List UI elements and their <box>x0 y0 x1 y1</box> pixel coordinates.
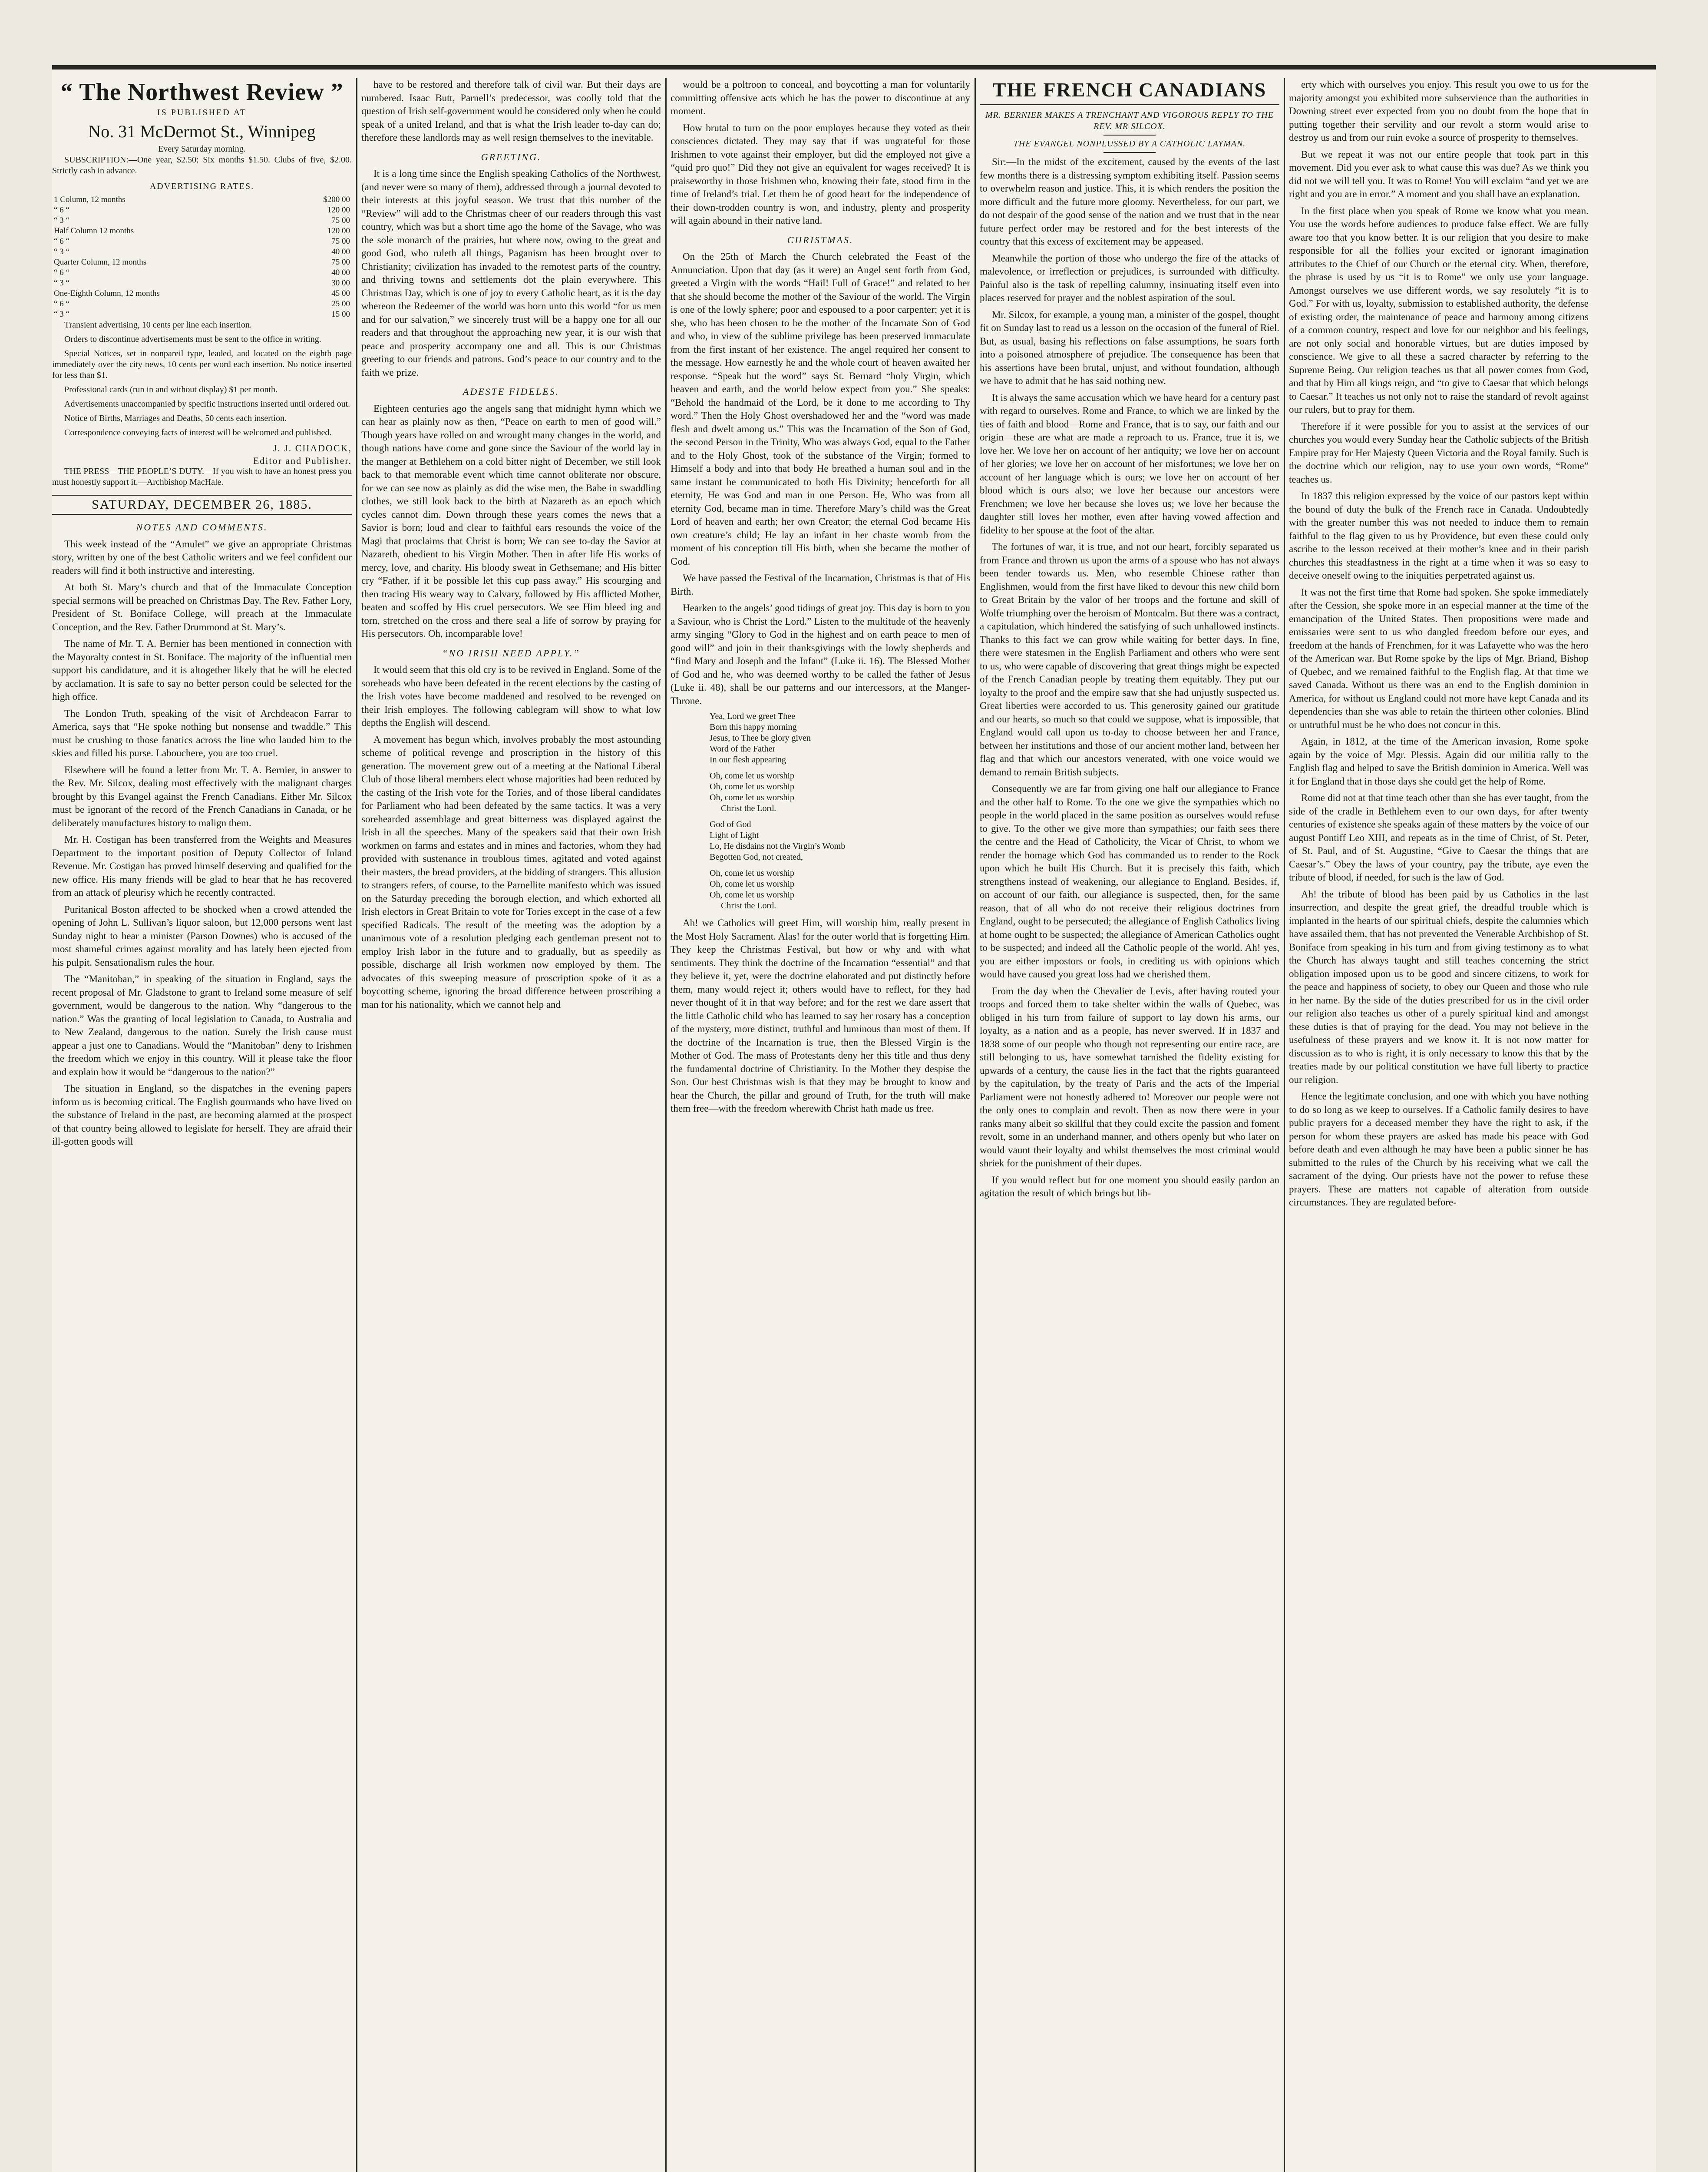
rate-label: “ 6 “ <box>54 237 69 246</box>
rates-note: Transient advertising, 10 cents per line each insertion. <box>64 320 252 330</box>
hymn-line: Word of the Father <box>710 744 776 754</box>
rate-label: One-Eighth Column, 12 months <box>54 289 160 298</box>
column-rule <box>356 78 357 2172</box>
letter-paragraph: In the first place when you speak of Rome we know what you mean. You use the words before audiences to produce false effect. We are fully aware too that you know better. It is our religion that you desire to make responsible for all the follies your excited or ignorant imagination attributes to the Chief of our Church or the eternal city. When, therefore, the phrase is used by us “it is to Rome” we only use your language. Amongst ourselves we use different words, we say resolutely “it is to God.” For with us, loyalty, submission to established authority, the defense of existing order, the maintenance of peace and harmony among citizens of a common country, respect and love for our neighbor and his feelings, are not only social and honorable virtues, but are duties imposed by conscience. We give to all these a sacred character by referring to the Supreme Being. Our religion teaches us that all power comes from God, and that by Him all kings reign, and “to give to Caesar that which belongs to Caesar.” It teaches us not only not to raise the standard of revolt against our rulers, but to pray for them. <box>1289 205 1589 415</box>
rate-price: 45 00 <box>331 289 350 298</box>
letter-paragraph: Consequently we are far from giving one half our allegiance to France and the other half to Rome. To the one we give the sympathies which no people in the world placed in the same position as ourselves would refuse to give. To the other we give more than sympathies; our faith sees there the centre and the Head of Catholicity, the Vicar of Christ, to whom we render the homage which God has commanded us to render to the Rock upon which he built His Church. But it is precisely this faith, which strengthens instead of weakening, our allegiance to England. Besides, if, on account of our faith, our allegiance is suspected, then, for the same reason, that of all who do not receive their religious doctrines from England, ought to be persecuted; the allegiance of English Catholics living at home ought to be suspected; the allegiance of American Catholics ought to be suspected; and indeed all the Catholic people of the world. Ah! yes, you are either impostors or fools, in crediting us with opinions which would have caused you great loss had we cherished them. <box>980 783 1279 980</box>
noirish-paragraph: A movement has begun which, involves probably the most astounding scheme of political revenge and proscription in the history of this generation. The movement grew out of a meeting at the National Liberal Club of those liberal members elect whose majorities had been reduced by the casting of the Irish vote for the Tories, and of those liberal candidates for Parliament who had been defeated by the same tactics. It was a very sorehearded assemblage and great bitterness was displayed against the Irish in all the speeches. Many of the speakers said that their own Irish workmen on farms and estates and in mines and factories, whom they had provided with sustenance in troublous times, agitated and voted against their masters, the bread providers, at the bidding of strangers. This allusion to strangers refers, of course, to the Parnellite manifesto which was issued on the Saturday preceding the borough election, and which exhorted all Irish electors in Great Britain to vote for Tories except in the case of a few specified Radicals. The result of the meeting was the adoption by a unanimous vote of a resolution pledging each gentleman present not to employ Irish labor in the future and to gradually, but as speedily as possible, discharge all Irish workmen now employed by them. The advocates of this sweeping measure of proscription spoke of it as a boycotting scheme, ignoring the broad difference between proscribing a man for his nationality, which we cannot help and <box>361 734 661 1010</box>
hymn-line: Oh, come let us worship <box>710 793 794 802</box>
letter-paragraph: Hence the legitimate conclusion, and one with which you have nothing to do so long as we keep to ourselves. If a Catholic family desires to have public prayers for a deceased member they have the right to ask, if the person for whom these prayers are asked has made his peace with God before death and even although he may have been a public sinner he has submitted to the rules of the Church by his receiving what we call the sacrament of the dying. Our priests have not the power to refuse these prayers. These are matters not capable of alteration from outside circumstances. They are regulated before- <box>1289 1091 1589 1208</box>
rates-note: Notice of Births, Marriages and Deaths, 50 cents each insertion. <box>64 414 287 423</box>
hymn-line: Christ the Lord. <box>721 804 776 813</box>
christmas-body <box>671 250 970 708</box>
hymn-line: Oh, come let us worship <box>710 890 794 900</box>
rate-row <box>52 247 352 257</box>
french-body <box>980 156 1279 1200</box>
hymn-line: In our flesh appearing <box>710 755 786 765</box>
french-subhead-2: THE EVANGEL NONPLUSSED BY A CATHOLIC LAYMAN. <box>1013 139 1246 149</box>
rate-label: “ 3 “ <box>54 216 69 225</box>
noirish-heading: “NO IRISH NEED APPLY.” <box>442 647 580 659</box>
greeting-heading: GREETING. <box>481 151 542 162</box>
col5-body <box>1289 78 1589 1209</box>
rates-notes <box>52 320 352 438</box>
rate-label: “ 3 “ <box>54 247 69 256</box>
hymn-verse <box>710 711 970 911</box>
rate-price: 75 00 <box>331 237 350 246</box>
hymn-stanza <box>710 711 970 765</box>
christmas-paragraph: On the 25th of March the Church celebrated the Feast of the Annunciation. Upon that day (as it were) an Angel sent forth from God, greeted a Virgin with the words “Hail! Full of Grace!” and related to her that she should become the mother of the Saviour of the world. The Virgin is one of the lowly sphere; poor and espoused to a poor carpenter; yet it is she, who has been chosen to be the mother of the Incarnate Son of God and who, in view of the sublime privilege has been preserved immaculate from the first instant of her existence. The angel required her consent to the message. How earnestly he and the whole court of heaven awaited her response. “Speak but the word” says St. Bernard “holy Virgin, which heaven and earth, and the world below expect from you.” She speaks: “Behold the handmaid of the Lord, be it done to me according to Thy word.” Then the Holy Ghost overshadowed her and the “word was made flesh and dwelt among us.” This was the Incarnation of the Son of God, the second Person in the Trinity, Who was always God, equal to the Father and to the Holy Ghost, took of the substance of the Virgin; formed to Himself a body and into that body He breathed a human soul and in the same instant he communicated to both His Divinity; henceforth for all eternity, He was God and man in one Person. He, Who was from all eternity God, became man in time. Therefore Mary’s child was the Great Lord of heaven and earth; her own Creator; the eternal God became His own creature’s child; He lay an infant in her chaste womb from the moment of his conception till His birth, when she became the mother of God. <box>671 251 970 567</box>
hymn-line: Oh, come let us worship <box>710 879 794 889</box>
rate-label: Quarter Column, 12 months <box>54 258 147 267</box>
rate-price: 30 00 <box>331 278 350 288</box>
letter-paragraph: Meanwhile the portion of those who undergo the fire of the attacks of malevolence, or irreflection or prejudices, is surrounded with difficulty. Painful also is the task of repelling calumny, insinuating itself even into places reserved for prayer and the noblest aspiration of the soul. <box>980 252 1279 303</box>
rate-price: 40 00 <box>331 247 350 256</box>
newspaper-page <box>52 65 1656 2172</box>
rate-row <box>52 288 352 299</box>
rate-label: Half Column 12 months <box>54 226 134 235</box>
letter-paragraph: Ah! the tribute of blood has been paid by us Catholics in the last insurrection, and despite the great grief, the dreadful trouble which is implanted in the hearts of our spiritual chiefs, despite the calumnies which have assailed them, that has not prevented the Venerable Archbishop of St. Boniface from speaking in his turn and from giving testimony as to what the Church has always taught and still teaches concerning the strict obligation imposed upon us to be good and sincere citizens, to work for the peace and happiness of society, to obey our Queen and those who rule in her name. By the side of the duties prescribed for us in the civil order our religion also teaches us other of a purely spiritual kind and amongst these duties is that of praying for the dead. You may not believe in the usefulness of these prayers and we know it. It is not now matter for discussion as to who is right, it is only necessary to know this that by the treaties made by our political constitution we have full liberty to practice our religion. <box>1289 888 1589 1085</box>
col3-closing <box>671 917 970 1116</box>
hymn-line: Born this happy morning <box>710 722 797 732</box>
editor-title: Editor and Publisher. <box>253 455 352 466</box>
christmas-paragraph: Hearken to the angels’ good tidings of great joy. This day is born to you a Saviour, who is Christ the Lord.” Listen to the multitude of the heavenly army singing “Glory to God in the highest and on earth peace to men of good will” and join in their thanksgivings with the lowly shepherds and “find Mary and Joseph and the Infant” (Luke ii. 16). The Blessed Mother of God and he, who was deemed worthy to be called the father of Jesus (Luke ii. 48), shall be our patterns and our intercessors, at the Manger-Throne. <box>671 603 970 706</box>
hymn-stanza <box>710 819 970 863</box>
rate-label: “ 3 “ <box>54 278 69 288</box>
columns-container <box>52 78 1656 2172</box>
subscription-terms: SUBSCRIPTION:—One year, $2.50; Six months $1.50. Clubs of five, $2.00. Strictly cash in advance. <box>52 155 352 175</box>
editor-name: J. J. CHADOCK, <box>273 443 352 454</box>
letter-paragraph: Sir:—In the midst of the excitement, caused by the events of the last few months there is a distressing symptom exhibiting itself. Passion seems to overwhelm reason and justice. This, it is which renders the position the more difficult and the future more gloomy. Nevertheless, for our part, we do not despair of the good sense of the nation and we trust that in the near future perfect order may be restored and for the best interests of the country that this excess of excitement may be appeased. <box>980 156 1279 247</box>
rate-row <box>52 236 352 247</box>
article-paragraph: have to be restored and therefore talk of civil war. But their days are numbered. Isaac Butt, Parnell’s predecessor, was coolly told that the question of Irish self-government would be considered only when he could speak of a united Ireland, and that is what the Irish leader to-day can do; therefore these landlords may as well resign themselves to the inevitable. <box>361 79 661 143</box>
letter-paragraph: Mr. Silcox, for example, a young man, a minister of the gospel, thought fit on Sunday last to read us a lesson on the occasion of the funeral of Riel. But, as usual, basing his reflections on false assumptions, he soars forth into a poisoned atmosphere of prejudice. The consequence has been that his assertions have been brutal, unjust, and without foundation, although we have to admit that he has said nothing new. <box>980 309 1279 386</box>
letter-paragraph: From the day when the Chevalier de Levis, after having routed your troops and forced them to take shelter within the walls of Quebec, was obliged in his turn from failure of support to lay down his arms, our loyalty, as a nation and as a people, has never swerved. If in 1837 and 1838 some of our people who though not representing our entire race, are still belonging to us, have somewhat tarnished the fidelity existing for upwards of a century, the cause lies in the fact that the rights guaranteed by the capitulation, by the treaty of Paris and the acts of the Imperial Parliament were not honestly adhered to! Moreover our people were not the only ones to complain and revolt. Then as now there were in your ranks many albeit so skillful that they could excite the passion and foment revolt, some in an underhand manner, and others openly but who later on would vaunt their loyalty and whilst themselves the most criminal would shriek for the punishment of their dupes. <box>980 985 1279 1169</box>
letter-paragraph: If you would reflect but for one moment you should easily pardon an agitation the result of which brings but lib- <box>980 1174 1279 1199</box>
rate-label: “ 6 “ <box>54 205 69 215</box>
letter-paragraph: Therefore if it were possible for you to assist at the services of our churches you would every Sunday hear the Catholic subjects of the British Empire pray for Her Majesty Queen Victoria and the Royal family. Such is the doctrine which our religion, nay to use your own words, “Rome” teaches us. <box>1289 420 1589 485</box>
article-paragraph: How brutal to turn on the poor employes because they voted as their consciences dictated. They may say that if was ungrateful for those Irishmen to vote against their employer, but did the employed not give a “quid pro quo!” Did they not give an equivalent for wages received? It is praiseworthy in those Irishmen who, knowing their fate, stood firm in the time of Ireland’s trial. Let them be of good heart for the independence of their down-trodden country is won, and industry, plenty and prosperity will again abound in their native land. <box>671 122 970 226</box>
hymn-line: Yea, Lord we greet Thee <box>710 712 795 721</box>
subhead-rule <box>1103 135 1156 136</box>
hymn-line: Oh, come let us worship <box>710 771 794 781</box>
letter-paragraph: But we repeat it was not our entire people that took part in this movement. Did you ever ask to what cause this was due? As we think you did not we will tell you. It was to Rome! You will exclaim “and yet we are right and you are in error.” A moment and you shall have an explanation. <box>1289 149 1589 199</box>
rate-price: 120 00 <box>327 205 350 215</box>
adeste-body <box>361 402 661 641</box>
hymn-stanza <box>710 868 970 911</box>
christmas-paragraph: We have passed the Festival of the Incarnation, Christmas is that of His Birth. <box>671 573 970 597</box>
rate-price: 75 00 <box>331 258 350 267</box>
greeting-paragraph: It is a long time since the English speaking Catholics of the Northwest, (and never were so many of them), addressed through a journal devoted to their interests at this joyful season. We trust that this number of the “Review” will add to the Christmas cheer of our readers through this vast country, which was but a short time ago the home of the Savage, who was the sole monarch of the prairies, but where now, owing to the great and good God, who ruleth all things, Paganism has been brought over to Christianity; civilization has invaded to the remotest parts of the country, and thriving towns and settlements dot the plain everywhere. This Christmas Day, which is one of joy to every Catholic heart, as it is the day whereon the Redeemer of the world was born unto this world “for us men and for our salvation,” we sincerely trust will be a happy one for all our readers and that throughout the approaching new year, it is our wish that peace and prosperity accompany one and all. This is our Christmas greeting to our friends and patrons. God’s peace to our country and to the faith we prize. <box>361 168 661 378</box>
rate-price: 40 00 <box>331 268 350 277</box>
column-3 <box>671 78 970 2172</box>
published-at: IS PUBLISHED AT <box>157 108 247 117</box>
column-rule <box>665 78 667 2172</box>
letter-paragraph: Again, in 1812, at the time of the American invasion, Rome spoke again by the voice of Mgr. Plessis. Again did our militia rally to the English flag and helped to save the British dominion in America. Well was it for England that in those days she could get the help of Rome. <box>1289 736 1589 787</box>
rate-label: “ 6 “ <box>54 268 69 277</box>
rate-row <box>52 278 352 288</box>
notes-paragraph: Elsewhere will be found a letter from Mr. T. A. Bernier, in answer to the Rev. Mr. Silcox, dealing most effectively with the malignant charges brought by this Evangel against the French Canadians. Either Mr. Silcox must be ignorant of the record of the French Canadians in Canada, or he deliberately manufactures history to malign them. <box>52 764 352 828</box>
notes-heading: NOTES AND COMMENTS. <box>136 522 268 533</box>
notes-paragraph: The name of Mr. T. A. Bernier has been mentioned in connection with the Mayoralty contest in St. Boniface. The majority of the influential men support his candidature, and it is altogether likely that he will be elected by acclamation. It is safe to say no better person could be selected for the high office. <box>52 638 352 702</box>
hymn-line: God of God <box>710 820 751 829</box>
col2-body <box>361 78 661 145</box>
column-rule <box>1284 78 1285 2172</box>
rate-price: $200 00 <box>323 195 350 204</box>
hymn-line: Oh, come let us worship <box>710 782 794 791</box>
letter-paragraph: erty which with ourselves you enjoy. This result you owe to us for the majority amongst you exhibited more subservience than the authorities in Downing street ever expected from you no doubt from the hope that in putting together their servility and our revolt a storm would arise to destroy us and from our ruin evoke a source of prosperity to themselves. <box>1289 79 1589 143</box>
column-rule <box>975 78 976 2172</box>
letter-paragraph: In 1837 this religion expressed by the voice of our pastors kept within the bound of duty the bulk of the French race in Canada. Undoubtedly with the greater number this was not needed to induce them to remain faithful to the flag given to us by Providence, but even these could only ascribe to the lesson received at their mother’s knee and in their parish churches this steadfastness in the right at a time when it was so easy to deceive oneself owing to the iniquities perpetrated against us. <box>1289 490 1589 581</box>
rate-label: “ 3 “ <box>54 310 69 319</box>
hymn-line: Lo, He disdains not the Virgin’s Womb <box>710 841 846 851</box>
greeting-body <box>361 167 661 379</box>
notes-body <box>52 538 352 1149</box>
col3-body <box>671 78 970 228</box>
hymn-line: Jesus, to Thee be glory given <box>710 733 811 743</box>
notes-paragraph: The London Truth, speaking of the visit of Archdeacon Farrar to America, says that “He spoke nothing but nonsense and twaddle.” This must be crushing to those fanatics across the line who lauded him to the skies and filled his purse. Labouchere, you are too cruel. <box>52 708 352 758</box>
rate-price: 75 00 <box>331 216 350 225</box>
christmas-paragraph: Ah! we Catholics will greet Him, will worship him, really present in the Most Holy Sacrament. Alas! for the outer world that is forgetting Him. They keep the Christmas Festival, but how or why and with what sentiments. They think the doctrine of the Incarnation “essential” and that they believe it, yet, were the doctrine elaborated and put distinctly before them, many would reject it; others would have to reflect, for they had never thought of it in that way before; and for the rest we dare assert that the little Catholic child who has learned to say her rosary has a conception of the mystery, more distinct, truthful and luminous than most of them. If the doctrine of the Incarnation is true, then the Blessed Virgin is the Mother of God. The mass of Protestants deny her this title and thus deny the fundamental doctrine of Christianity. In the Mother they despise the Son. Our best Christmas wish is that they may be brought to know and hear the Church, the pillar and ground of Truth, for the truth will make them free—with the freedom wherewith Christ hath made us free. <box>671 917 970 1114</box>
column-5 <box>1289 78 1589 2172</box>
rate-price: 15 00 <box>331 310 350 319</box>
adeste-paragraph: Eighteen centuries ago the angels sang that midnight hymn which we can hear as plainly now as then, “Peace on earth to men of good will.” Though years have rolled on and wrought many changes in the world, and though nations have come and gone since the Saviour of the world lay in the manger at Bethlehem on a cold bitter night of December, we still look back to that memorable event which time cannot obliterate nor obscure, for we can see now as plainly as did the wise men, the Babe in swaddling clothes, we still look back to the birth at Nazareth as an epoch which cycles cannot dim. Down through these years comes the news that a Savior is born; loud and clear to faithful ears resounds the voice of the Magi that proclaims that Christ is born; We can see to-day the Savior at Nazareth, obedient to his Virgin Mother. Then in after life His works of mercy, love, and charity. His bloody sweat in Gethsemane; and His bitter cry “Father, if it be possible let this cup pass away.” His scourging and then tracing His weary way to Calvary, followed by His afflicted Mother, beaten and scoffed by His cruel persecutors. We see Him bleed ing and torn, stretched on the cross and there seal a life of sorrow by praying for His persecutors. Oh, incomparable love! <box>361 403 661 639</box>
rate-row <box>52 205 352 215</box>
top-rule <box>52 65 1656 70</box>
hymn-stanza <box>710 771 970 814</box>
hymn-line: Christ the Lord. <box>721 901 776 911</box>
notes-paragraph: The situation in England, so the dispatches in the evening papers inform us is becoming critical. The English gourmands who have lived on the substance of Ireland in the past, are becoming alarmed at the prospect of that country being allowed to legislate for herself. They are afraid their ill-gotten goods will <box>52 1083 352 1147</box>
issue-date: SATURDAY, DECEMBER 26, 1885. <box>52 495 352 515</box>
rates-note: Special Notices, set in nonpareil type, leaded, and located on the eighth page immediately over the city news, 10 cents per word each insertion. No notice inserted for less than $1. <box>52 349 352 380</box>
rate-row <box>52 309 352 320</box>
hymn-line: Oh, come let us worship <box>710 868 794 878</box>
column-4 <box>980 78 1279 2172</box>
rates-note: Professional cards (run in and without display) $1 per month. <box>64 385 278 394</box>
adeste-heading: ADESTE FIDELES. <box>463 386 560 397</box>
rate-row <box>52 268 352 278</box>
rate-row <box>52 215 352 226</box>
press-quote: THE PRESS—THE PEOPLE’S DUTY.—If you wish to have an honest press you must honestly support it.—Archbishop MacHale. <box>52 466 352 487</box>
subhead-rule <box>1103 152 1156 153</box>
noirish-body <box>361 663 661 1011</box>
rate-row <box>52 257 352 268</box>
masthead-title: “ The Northwest Review ” <box>60 79 344 106</box>
issue-frequency: Every Saturday morning. <box>158 144 246 154</box>
rate-row <box>52 195 352 205</box>
rate-label: “ 6 “ <box>54 299 69 308</box>
column-2 <box>361 78 661 2172</box>
letter-paragraph: It is always the same accusation which we have heard for a century past with regard to ourselves. Rome and France, to which we are linked by the ties of faith and blood—Rome and France, that is to say, our faith and our origin—these are what are made a reproach to us. France, true it is, we love her. We love her on account of her antiquity; we love her on account of her glories; we love her on account of her misfortunes; we love her on account of her language which is ours; we love her on account of her blood which is ours also; we love her because our ancestors were Frenchmen; we love her because she loves us; we love her because the daughter still loves her mother, even after having vowed affection and fidelity to her spouse at the foot of the altar. <box>980 392 1279 536</box>
advertising-rates-heading: ADVERTISING RATES. <box>149 181 254 191</box>
rates-note: Correspondence conveying facts of interest will be welcomed and published. <box>64 428 332 437</box>
rate-row <box>52 299 352 309</box>
noirish-paragraph: It would seem that this old cry is to be revived in England. Some of the soreheads who have been defeated in the recent elections by the casting of the Irish votes have become maddened and resolved to be revenged on their Irish employes. The following cablegram will show to what low depths the English will descend. <box>361 664 661 728</box>
letter-paragraph: Rome did not at that time teach other than she has ever taught, from the side of the cradle in Bethlehem even to our own days, for after twenty centuries of existence she speaks again of these matters by the voice of our august Pontiff Leo XIII, and repeats as in the time of Christ, of St. Peter, of St. Paul, and of St. Augustine, “Give to Caesar the things that are Caesar’s.” Obey the laws of your country, pay the tribute, aye even the tribute of blood, if needed, for such is the law of God. <box>1289 792 1589 883</box>
notes-paragraph: At both St. Mary’s church and that of the Immaculate Conception special sermons will be preached on Christmas Day. The Rev. Father Lory, President of St. Boniface College, will preach at the Immaculate Conception, and the Rev. Father Drummond at St. Mary’s. <box>52 582 352 632</box>
rate-label: 1 Column, 12 months <box>54 195 126 204</box>
christmas-heading: CHRISTMAS. <box>787 234 854 245</box>
notes-paragraph: The “Manitoban,” in speaking of the situation in England, says the recent proposal of Mr. Gladstone to grant to Ireland some measure of self government, would be dangerous to the nation. Why “dangerous to the nation.” Was the granting of local legislation to Canada, to Australia and to New Zealand, dangerous to the nation. Surely the Irish cause must appear a just one to Canadians. Would the “Manitoban” deny to Irishmen the freedom which we enjoy in this country. Will it please take the floor and explain how it would be “dangerous to the nation?” <box>52 973 352 1077</box>
notes-paragraph: This week instead of the “Amulet” we give an appropriate Christmas story, written by one of the best Catholic writers and we feel confident our readers will find it both instructive and interesting. <box>52 538 352 576</box>
hymn-line: Light of Light <box>710 831 759 840</box>
notes-paragraph: Puritanical Boston affected to be shocked when a crowd attended the opening of John L. Sullivan’s liquor saloon, but 12,000 persons went last Sunday night to hear a minister (Parson Downes) who is accused of the most shameful crimes against morality and has lately been ejected from his pulpit. Sensationalism rules the hour. <box>52 904 352 968</box>
rate-row <box>52 226 352 236</box>
rates-note: Orders to discontinue advertisements must be sent to the office in writing. <box>64 334 321 344</box>
column-1 <box>52 78 352 2172</box>
hymn-line: Begotten God, not created, <box>710 852 803 862</box>
notes-paragraph: Mr. H. Costigan has been transferred from the Weights and Measures Department to the important position of Deputy Collector of Inland Revenue. Mr. Costigan has proved himself deserving and qualified for the new office. His many friends will be glad to hear that he has recovered from an attack of pleurisy which he recently contracted. <box>52 834 352 898</box>
french-canadians-title: THE FRENCH CANADIANS <box>980 78 1279 105</box>
rate-price: 25 00 <box>331 299 350 308</box>
rates-table <box>52 195 352 320</box>
office-address: No. 31 McDermot St., Winnipeg <box>88 121 316 141</box>
article-paragraph: would be a poltroon to conceal, and boycotting a man for voluntarily committing offensive acts which he has the power to discontinue at any moment. <box>671 79 970 116</box>
rate-price: 120 00 <box>327 226 350 235</box>
rates-note: Advertisements unaccompanied by specific instructions inserted until ordered out. <box>64 399 350 409</box>
letter-paragraph: It was not the first time that Rome had spoken. She spoke immediately after the Cession, she spoke more in an especial manner at the time of the emancipation of the United States. Then propositions were made and emissaries were sent to us who dangled freedom before our eyes, and freedom at the hands of Frenchmen, for it was Lafayette who was the hero of the American war. But Rome spoke by the lips of Mgr. Briand, Bishop of Quebec, and we remained faithful to the English flag. At that time we saved Canada. Without us there was an end to the English dominion in America, for without us England could not more have kept Canada and its dependencies than she was able to retain the thirteen other colonies. Blind or untruthful must be he who does not concur in this. <box>1289 586 1589 730</box>
french-subhead-1: MR. BERNIER MAKES A TRENCHANT AND VIGOROUS REPLY TO THE REV. MR SILCOX. <box>985 110 1274 131</box>
letter-paragraph: The fortunes of war, it is true, and not our heart, forcibly separated us from France and thrown us upon the arms of a spouse who has not always been tender towards us. Men, who resemble Chinese rather than Englishmen, would from the first have liked to devour this new child born to Great Britain by the valor of her troops and the fortune and skill of Wolfe triumphing over the heroism of Montcalm. But there was a contract, a capitulation, which hindered the satisfying of such unhallowed instincts. Thanks to this fact we can grow while waiting for better days. In fine, there were statesmen in the English Parliament and others who were sent to us, who were capable of discovering that great things might be expected of the French Canadian people by treating them equitably. They put our loyalty to the proof and the empire saw that she had unjustly suspected us. Great liberties were accorded to us. This generosity gained our gratitude and our hearts, so much so that could we suppose, what is impossible, that England would call upon us to-day to choose between her and France, between her institutions and those of our ancient mother land, between her flag and that which our ancestors venerated, with one voice would we demand to remain British subjects. <box>980 541 1279 778</box>
